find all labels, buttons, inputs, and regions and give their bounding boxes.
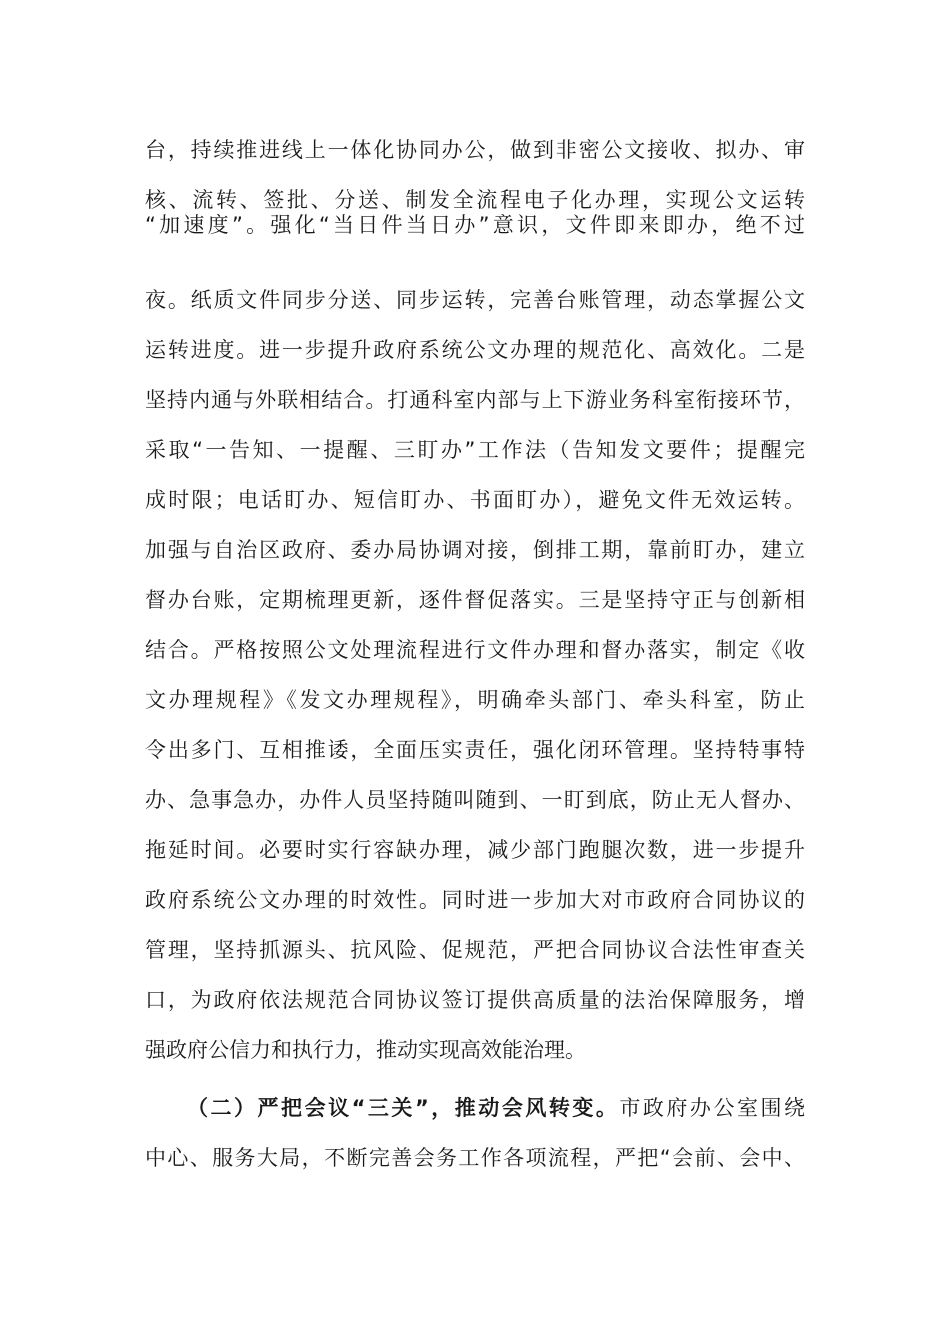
section-heading: （二）严把会议“三关”，推动会风转变。 bbox=[187, 1096, 620, 1120]
paragraph-line: 文办理规程》《发文办理规程》，明确牵头部门、牵头科室，防止 bbox=[145, 688, 805, 712]
paragraph-line: 运转进度。进一步提升政府系统公文办理的规范化、高效化。二是 bbox=[145, 338, 805, 362]
paragraph-line: 口，为政府依法规范合同协议签订提供高质量的法治保障服务，增 bbox=[145, 988, 805, 1012]
paragraph-line: 拖延时间。必要时实行容缺办理，减少部门跑腿次数，进一步提升 bbox=[145, 838, 805, 862]
paragraph-line: 采取“一告知、一提醒、三盯办”工作法（告知发文要件；提醒完 bbox=[145, 438, 805, 462]
paragraph-line: 夜。纸质文件同步分送、同步运转，完善台账管理，动态掌握公文 bbox=[145, 288, 805, 312]
paragraph-line: 加强与自治区政府、委办局协调对接，倒排工期，靠前盯办，建立 bbox=[145, 538, 805, 562]
paragraph-line: 办、急事急办，办件人员坚持随叫随到、一盯到底，防止无人督办、 bbox=[145, 788, 805, 812]
section-heading-line bbox=[187, 1092, 805, 1124]
paragraph-line: 结合。严格按照公文处理流程进行文件办理和督办落实，制定《收 bbox=[145, 638, 805, 662]
section-text: 市政府办公室围绕 bbox=[619, 1096, 805, 1120]
paragraph-line: 强政府公信力和执行力，推动实现高效能治理。 bbox=[145, 1038, 586, 1062]
paragraph-line: 台，持续推进线上一体化协同办公，做到非密公文接收、拟办、审 bbox=[145, 138, 805, 162]
paragraph-line: 管理，坚持抓源头、抗风险、促规范，严把合同协议合法性审查关 bbox=[145, 938, 805, 962]
paragraph-line: 坚持内通与外联相结合。打通科室内部与上下游业务科室衔接环节， bbox=[145, 388, 805, 412]
paragraph-line: 政府系统公文办理的时效性。同时进一步加大对市政府合同协议的 bbox=[145, 888, 805, 912]
paragraph-line: “加速度”。强化“当日件当日办”意识，文件即来即办，绝不过 bbox=[145, 213, 805, 237]
paragraph-line: 令出多门、互相推诿，全面压实责任，强化闭环管理。坚持特事特 bbox=[145, 738, 805, 762]
paragraph-line: 成时限；电话盯办、短信盯办、书面盯办），避免文件无效运转。 bbox=[145, 488, 805, 512]
paragraph-line: 核、流转、签批、分送、制发全流程电子化办理，实现公文运转 bbox=[145, 188, 805, 212]
paragraph-line: 中心、服务大局，不断完善会务工作各项流程，严把“会前、会中、 bbox=[145, 1146, 805, 1170]
paragraph-line: 督办台账，定期梳理更新，逐件督促落实。三是坚持守正与创新相 bbox=[145, 588, 805, 612]
